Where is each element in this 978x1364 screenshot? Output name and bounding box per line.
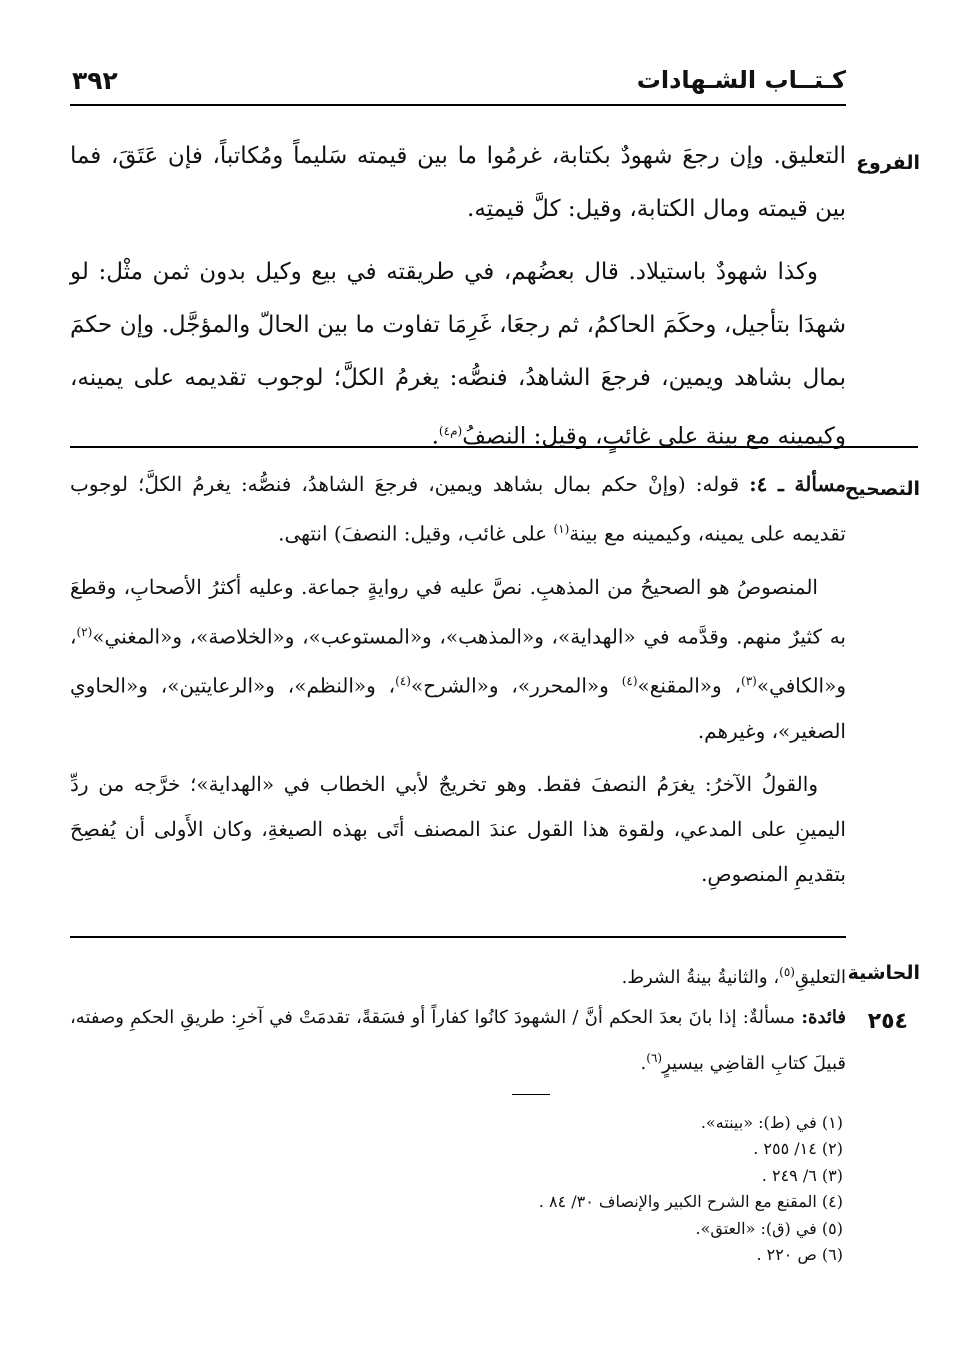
- footnote-mark: (٣): [741, 674, 757, 689]
- hashiya-text: [70, 952, 846, 1084]
- furu-text: [70, 130, 846, 464]
- hashiya-p1-b: ، والثانيةُ بينةُ الشرط.: [621, 967, 780, 988]
- running-header: [70, 66, 846, 106]
- furu-paragraph-1: [70, 130, 846, 236]
- section-label-hashiya: الحاشية: [847, 962, 920, 984]
- header-rule: [70, 104, 846, 106]
- footnote-mark: (٦): [646, 1051, 663, 1065]
- tashih-paragraph-3: [70, 762, 846, 897]
- issue-heading: مسألة ـ ٤:: [749, 472, 847, 496]
- footnote-3: (٣) ٦/ ٢٤٩ .: [761, 1165, 843, 1185]
- tashih-p1-a: قوله: (وإنْ حكم بمال بشاهد ويمين، فرجعَ الشاهدُ، فنصُّه: يغرمُ الكلَّ؛ لوجوب تقديمه على يمينه، وكيمينه مع بينة: [70, 472, 846, 546]
- tashih-p3-text: والقولُ الآخرُ: يغرَمُ النصفَ فقط. وهو تخريجٌ لأبي الخطاب في «الهداية»؛ خرَّجه من ردِّ اليمينِ على المدعي، ولقوة هذا القول عندَ المصنف أتَى بهذه الصيغةِ، وكان الأَولى أن يُفصِحَ بتقديمِ المنصوصِ.: [70, 771, 846, 886]
- footnote-mark: (١): [553, 522, 570, 536]
- tashih-paragraph-1: [70, 462, 846, 557]
- footnote-mark: (٥): [779, 965, 795, 979]
- footnote-2: (٢) ١٤/ ٢٥٥ .: [753, 1139, 843, 1159]
- hashiya-paragraph-2: [70, 998, 846, 1084]
- tashih-text: [70, 462, 846, 897]
- footnote-mark: (٤): [621, 674, 638, 689]
- section-label-tashih: التصحيح: [844, 478, 920, 500]
- tashih-paragraph-2: [70, 565, 846, 754]
- footnote-4: (٤) المقنع مع الشرح الكبير والإنصاف ٣٠/ ٨٤ .: [538, 1192, 843, 1212]
- footnote-6: (٦) ص ٢٢٠ .: [756, 1245, 843, 1265]
- book-title: كـتــاب الشـهادات: [636, 66, 846, 94]
- page-number: ٣٩٢: [72, 66, 118, 95]
- footnote-1: (١) في (ط): «بينته».: [700, 1113, 843, 1132]
- tashih-p2-e: ، و«النظم»، و«الرعايتين»، و«الحاوي الصغير»، وغيرهم.: [70, 673, 846, 743]
- footnote-mark: (٤): [395, 674, 411, 689]
- tashih-p2-c: ، و«المقنع»: [637, 673, 742, 698]
- section-divider-1: [70, 446, 918, 448]
- furu-paragraph-2: [70, 246, 846, 464]
- tashih-p2-b: ، و«الكافي»: [70, 624, 846, 698]
- footnote-mark: (٢): [76, 624, 93, 639]
- hashiya-paragraph-1: [70, 952, 846, 998]
- margin-page-reference: ٢٥٤: [867, 1009, 908, 1034]
- tashih-p2-a: المنصوصُ هو الصحيحُ من المذهبِ. نصَّ عليه في روايةٍ جماعة. وعليه أكثرُ الأصحابِ، وقطعَ به كثيرٌ منهم. وقدَّمه في «الهداية»، و«المذهب»، و«المستوعب»، و«الخلاصة»، و«المغني»: [70, 574, 846, 649]
- footnote-mark: (م٤): [438, 424, 463, 438]
- hashiya-p2-a: مسألةٌ: إذا بانَ بعدَ الحكم أنَّ / الشهودَ كانُوا كفاراً أو فسَقةً، تقدمَتْ في آخرِ: طريقِ الحكمِ وصفته، قبيلَ كتابِ القاضِي بيسيرٍ: [70, 1007, 846, 1074]
- furu-p1-text: التعليق. وإن رجعَ شهودٌ بكتابة، غرمُوا ما بين قيمته سَليماً ومُكاتباً، فإن عَتَقَ، فما بين قيمته ومال الكتابة، وقيل: كلَّ قيمتِه.: [70, 143, 846, 222]
- furu-p2-end: .: [431, 423, 439, 450]
- footnotes: [343, 1110, 843, 1268]
- benefit-heading: فائدة:: [801, 1007, 846, 1028]
- footnote-5: (٥) في (ق): «العتق».: [695, 1218, 843, 1238]
- hashiya-p1-a: التعليقِ: [794, 967, 846, 988]
- tashih-p2-d: و«المحرر»، و«الشرح»: [410, 673, 622, 698]
- section-label-furu: الفروع: [856, 152, 920, 174]
- section-divider-2: [70, 936, 846, 938]
- underline-mark: [512, 1094, 550, 1095]
- furu-p2-text: وكذا شهودٌ باستيلاد. قال بعضُهم، في طريقته في بيع وكيل بدون ثمن مثْل: لو شهدَا بتأجيل، وحكَمَ الحاكمُ، ثم رجعَا، غَرِمَا تفاوت ما بين الحالّ والمؤجَّل. وإن حكمَ بمال بشاهد ويمين، فرجعَ الشاهدُ، فنصُّه: يغرمُ الكلَّ؛ لوجوب تقديمه على يمينه، وكيمينه مع بينة على غائبٍ، وقيل: النصفُ: [70, 259, 846, 450]
- tashih-p1-b: على غائب، وقيل: النصفَ) انتهى.: [278, 521, 554, 546]
- hashiya-p2-end: .: [640, 1053, 647, 1074]
